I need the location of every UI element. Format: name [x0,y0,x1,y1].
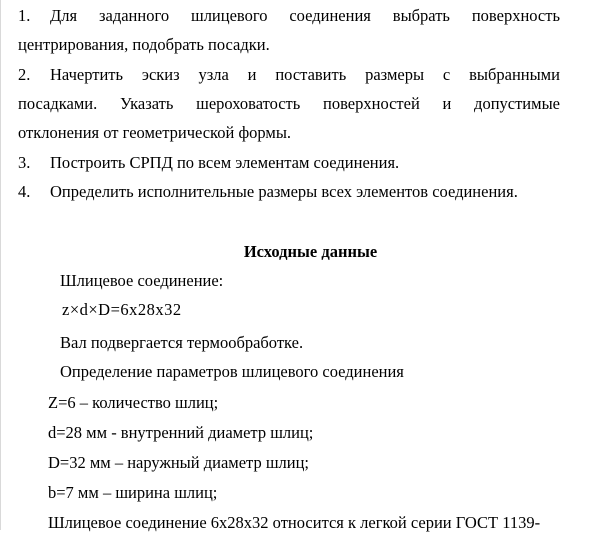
heat-treatment-text: Вал подвергается термообработке. [60,333,304,352]
param-z: Z=6 – количество шлиц; [48,393,219,412]
spline-formula: z×d×D=6x28x32 [62,300,182,319]
word: эскиз [141,65,180,84]
item-1-number: 1. [18,6,31,25]
word: поверхностей [323,94,420,113]
item-3-number: 3. [18,153,31,172]
word: поверхность [471,6,560,25]
word: шероховатость [196,94,301,113]
word: Начертить [50,65,124,84]
item-4-text: Определить исполнительные размеры всех элементов соединения. [50,182,518,201]
param-d: d=28 мм - внутренний диаметр шлиц; [48,423,314,442]
word: с [442,65,451,84]
item-2-line-3: отклонения от геометрической формы. [18,123,292,142]
last-line: Шлицевое соединение 6x28x32 относится к легкой серии ГОСТ 1139- [48,513,541,532]
item-3-text: Построить СРПД по всем элементам соединения. [50,153,400,172]
item-2-number: 2. [18,65,31,84]
word: узла [198,65,229,84]
word: посадками. [18,94,98,113]
word: и [247,65,257,84]
word: Для [50,6,78,25]
word: допустимые [474,94,560,113]
word: Указать [119,94,174,113]
word: соединения [289,6,371,25]
page-edge [0,0,1,530]
word: и [442,94,452,113]
section-title: Исходные данные [243,242,378,261]
word: выбрать [392,6,450,25]
word: выбранными [469,65,560,84]
item-4-number: 4. [18,182,31,201]
spline-label: Шлицевое соединение: [60,271,224,290]
item-1-line-2: центрирования, подобрать посадки. [18,35,270,54]
word: заданного [99,6,170,25]
word: шлицевого [190,6,268,25]
word: размеры [365,65,425,84]
item-2-line-2 [18,94,560,114]
params-heading: Определение параметров шлицевого соединения [60,362,404,381]
param-b: b=7 мм – ширина шлиц; [48,483,218,502]
item-1-line-1 [50,6,560,26]
word: поставить [275,65,347,84]
item-2-line-1 [50,65,560,85]
param-D: D=32 мм – наружный диаметр шлиц; [48,453,310,472]
